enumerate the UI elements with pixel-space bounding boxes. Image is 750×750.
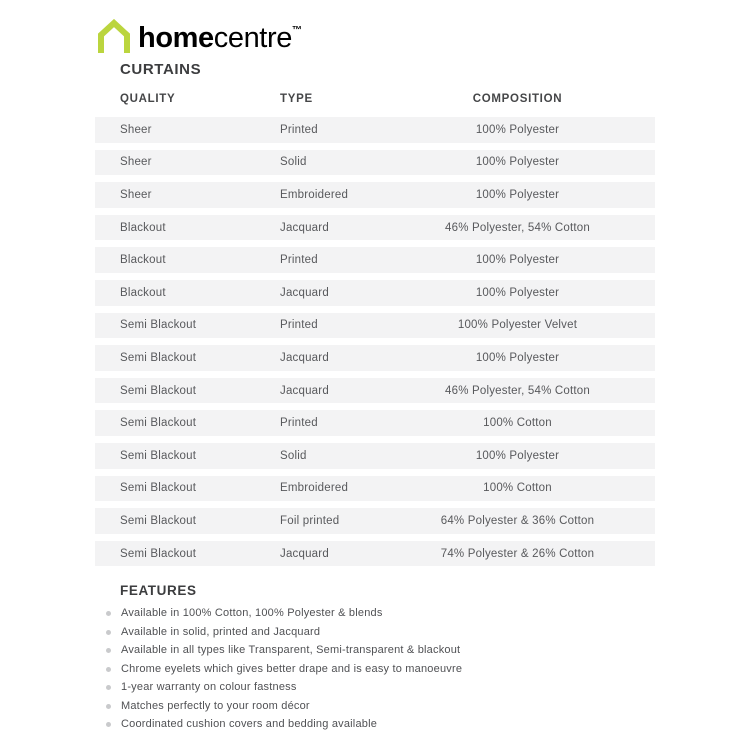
type-cell: Jacquard: [280, 547, 329, 560]
composition-cell: 100% Polyester: [475, 156, 560, 169]
table-row: [95, 117, 655, 143]
table-row: [95, 215, 655, 241]
composition-cell: 100% Polyester: [475, 188, 560, 201]
quality-cell: Semi Blackout: [120, 351, 197, 364]
feature-item: Coordinated cushion covers and bedding available: [95, 719, 655, 731]
composition-cell: 100% Polyester: [475, 254, 560, 267]
feature-item: Available in 100% Cotton, 100% Polyester & blends: [95, 608, 655, 620]
table-row: [95, 508, 655, 534]
composition-cell: 100% Polyester: [475, 449, 560, 462]
table-row: [95, 410, 655, 436]
curtains-spec-table: [95, 84, 655, 573]
composition-cell: 100% Cotton: [483, 482, 552, 495]
features-section: [95, 583, 655, 738]
table-row: [95, 378, 655, 404]
quality-cell: Sheer: [120, 123, 152, 136]
column-header-composition: COMPOSITION: [472, 92, 563, 105]
trademark-symbol: ™: [291, 25, 302, 36]
table-body: [95, 117, 655, 566]
type-cell: Jacquard: [280, 221, 329, 234]
quality-cell: Sheer: [120, 188, 152, 201]
type-cell: Solid: [280, 156, 307, 169]
brand-name-secondary: centre: [213, 22, 292, 54]
house-icon: [96, 19, 132, 55]
table-row: [95, 476, 655, 502]
type-cell: Printed: [280, 254, 318, 267]
table-header-row: [95, 84, 655, 113]
type-cell: Jacquard: [280, 286, 329, 299]
composition-cell: 100% Cotton: [483, 417, 552, 430]
type-cell: Foil printed: [280, 514, 340, 527]
quality-cell: Blackout: [120, 221, 166, 234]
composition-cell: 100% Polyester: [475, 351, 560, 364]
quality-cell: Blackout: [120, 254, 166, 267]
composition-cell: 46% Polyester, 54% Cotton: [445, 221, 590, 234]
table-row: [95, 247, 655, 273]
column-header-type: TYPE: [280, 92, 313, 105]
table-row: [95, 541, 655, 567]
table-row: [95, 443, 655, 469]
composition-cell: 74% Polyester & 26% Cotton: [440, 547, 595, 560]
table-row: [95, 280, 655, 306]
quality-cell: Semi Blackout: [120, 319, 197, 332]
type-cell: Embroidered: [280, 188, 349, 201]
composition-cell: 64% Polyester & 36% Cotton: [440, 514, 595, 527]
type-cell: Printed: [280, 123, 318, 136]
table-row: [95, 345, 655, 371]
quality-cell: Semi Blackout: [120, 449, 197, 462]
quality-cell: Semi Blackout: [120, 417, 197, 430]
column-header-quality: QUALITY: [120, 92, 176, 105]
features-list: [95, 608, 655, 731]
page-title: CURTAINS: [120, 61, 202, 78]
composition-cell: 100% Polyester Velvet: [457, 319, 578, 332]
features-title: FEATURES: [120, 583, 197, 598]
type-cell: Solid: [280, 449, 307, 462]
feature-item: 1-year warranty on colour fastness: [95, 682, 655, 694]
type-cell: Jacquard: [280, 384, 329, 397]
type-cell: Printed: [280, 319, 318, 332]
type-cell: Jacquard: [280, 351, 329, 364]
composition-cell: 100% Polyester: [475, 123, 560, 136]
quality-cell: Sheer: [120, 156, 152, 169]
quality-cell: Semi Blackout: [120, 547, 197, 560]
type-cell: Embroidered: [280, 482, 349, 495]
table-row: [95, 150, 655, 176]
table-row: [95, 182, 655, 208]
composition-cell: 46% Polyester, 54% Cotton: [445, 384, 590, 397]
brand-name-primary: home: [138, 22, 214, 54]
feature-item: Matches perfectly to your room décor: [95, 701, 655, 713]
quality-cell: Blackout: [120, 286, 166, 299]
quality-cell: Semi Blackout: [120, 482, 197, 495]
table-row: [95, 313, 655, 339]
feature-item: Chrome eyelets which gives better drape and is easy to manoeuvre: [95, 664, 655, 676]
brand-name: [138, 14, 302, 55]
type-cell: Printed: [280, 417, 318, 430]
composition-cell: 100% Polyester: [475, 286, 560, 299]
quality-cell: Semi Blackout: [120, 514, 197, 527]
quality-cell: Semi Blackout: [120, 384, 197, 397]
feature-item: Available in solid, printed and Jacquard: [95, 627, 655, 639]
brand-logo: [96, 14, 302, 55]
feature-item: Available in all types like Transparent, Semi-transparent & blackout: [95, 645, 655, 657]
